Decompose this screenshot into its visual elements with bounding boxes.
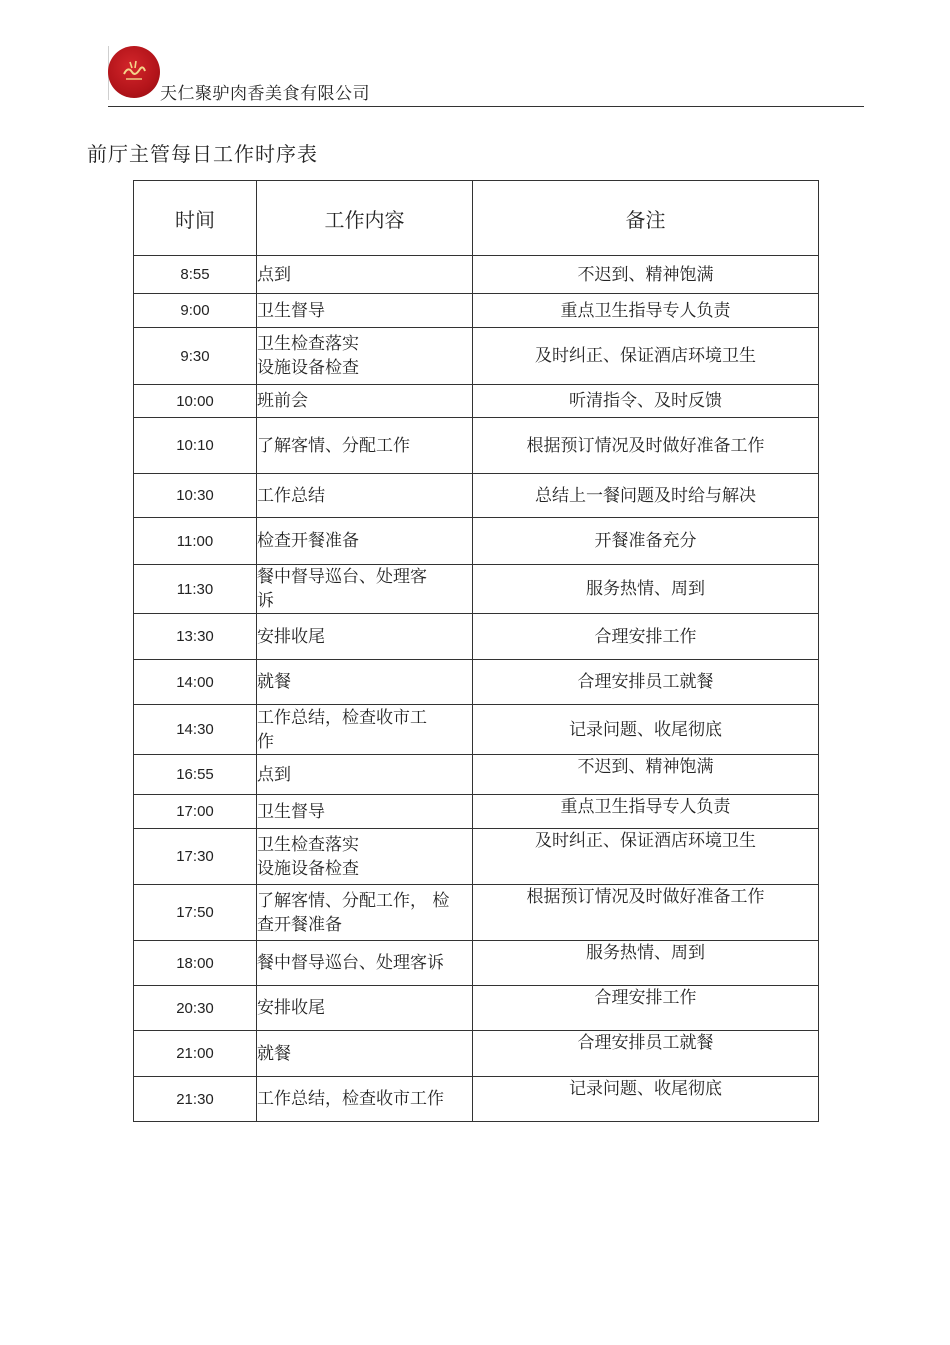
row-time: 16:55 <box>134 755 257 795</box>
table-row <box>134 474 819 518</box>
row-time: 17:50 <box>134 885 257 941</box>
table-row <box>134 660 819 705</box>
table-row <box>134 941 819 986</box>
row-time: 9:00 <box>134 294 257 328</box>
row-note: 记录问题、收尾彻底 <box>473 1077 819 1122</box>
header-task: 工作内容 <box>257 181 473 256</box>
row-task: 就餐 <box>257 660 473 705</box>
row-note: 重点卫生指导专人负责 <box>473 795 819 829</box>
row-time: 21:00 <box>134 1031 257 1077</box>
row-task: 了解客情、分配工作 <box>257 418 473 474</box>
table-row <box>134 885 819 941</box>
row-note: 服务热情、周到 <box>473 565 819 614</box>
row-note: 合理安排员工就餐 <box>473 660 819 705</box>
table-row <box>134 1031 819 1077</box>
row-note: 开餐准备充分 <box>473 518 819 565</box>
row-time: 14:30 <box>134 705 257 755</box>
row-note: 总结上一餐问题及时给与解决 <box>473 474 819 518</box>
row-note: 合理安排工作 <box>473 614 819 660</box>
row-task: 安排收尾 <box>257 614 473 660</box>
header-rule <box>108 106 864 107</box>
row-task: 卫生检查落实 设施设备检查 <box>257 829 473 885</box>
row-task: 点到 <box>257 256 473 294</box>
table-row <box>134 986 819 1031</box>
row-time: 17:30 <box>134 829 257 885</box>
row-note: 合理安排员工就餐 <box>473 1031 819 1077</box>
row-task: 就餐 <box>257 1031 473 1077</box>
table-row <box>134 829 819 885</box>
table-row <box>134 518 819 565</box>
company-name: 天仁聚驴肉香美食有限公司 <box>160 84 370 104</box>
row-time: 11:00 <box>134 518 257 565</box>
row-task: 卫生督导 <box>257 294 473 328</box>
row-note: 不迟到、精神饱满 <box>473 755 819 795</box>
row-time: 8:55 <box>134 256 257 294</box>
row-note: 记录问题、收尾彻底 <box>473 705 819 755</box>
row-note: 及时纠正、保证酒店环境卫生 <box>473 829 819 885</box>
row-task: 检查开餐准备 <box>257 518 473 565</box>
row-time: 13:30 <box>134 614 257 660</box>
table-row <box>134 705 819 755</box>
logo-calligraphy-icon <box>114 52 154 92</box>
row-task: 点到 <box>257 755 473 795</box>
header-time: 时间 <box>134 181 257 256</box>
table-row <box>134 1077 819 1122</box>
table-row <box>134 385 819 418</box>
row-task: 餐中督导巡台、处理客 诉 <box>257 565 473 614</box>
row-time: 10:10 <box>134 418 257 474</box>
table-row <box>134 418 819 474</box>
document-title: 前厅主管每日工作时序表 <box>87 142 318 166</box>
row-task: 工作总结，检查收市工作 <box>257 1077 473 1122</box>
row-note: 合理安排工作 <box>473 986 819 1031</box>
table-row <box>134 755 819 795</box>
row-time: 20:30 <box>134 986 257 1031</box>
row-time: 9:30 <box>134 328 257 385</box>
row-task: 工作总结，检查收市工 作 <box>257 705 473 755</box>
row-time: 14:00 <box>134 660 257 705</box>
table-header-row <box>134 181 819 256</box>
table-row <box>134 565 819 614</box>
table-row <box>134 256 819 294</box>
row-task: 班前会 <box>257 385 473 418</box>
table-row <box>134 294 819 328</box>
schedule-table <box>133 180 819 1122</box>
row-note: 听清指令、及时反馈 <box>473 385 819 418</box>
row-task: 工作总结 <box>257 474 473 518</box>
table-row <box>134 614 819 660</box>
row-task: 餐中督导巡台、处理客诉 <box>257 941 473 986</box>
row-note: 及时纠正、保证酒店环境卫生 <box>473 328 819 385</box>
row-time: 10:00 <box>134 385 257 418</box>
row-time: 17:00 <box>134 795 257 829</box>
row-note: 重点卫生指导专人负责 <box>473 294 819 328</box>
row-task: 卫生检查落实 设施设备检查 <box>257 328 473 385</box>
red-seal-logo-icon <box>108 46 160 98</box>
row-time: 11:30 <box>134 565 257 614</box>
row-note: 服务热情、周到 <box>473 941 819 986</box>
row-time: 18:00 <box>134 941 257 986</box>
row-task: 安排收尾 <box>257 986 473 1031</box>
row-note: 不迟到、精神饱满 <box>473 256 819 294</box>
row-task: 卫生督导 <box>257 795 473 829</box>
row-note: 根据预订情况及时做好准备工作 <box>473 885 819 941</box>
row-note: 根据预订情况及时做好准备工作 <box>473 418 819 474</box>
header-note: 备注 <box>473 181 819 256</box>
row-task: 了解客情、分配工作， 检 查开餐准备 <box>257 885 473 941</box>
row-time: 10:30 <box>134 474 257 518</box>
table-row <box>134 328 819 385</box>
table-row <box>134 795 819 829</box>
row-time: 21:30 <box>134 1077 257 1122</box>
